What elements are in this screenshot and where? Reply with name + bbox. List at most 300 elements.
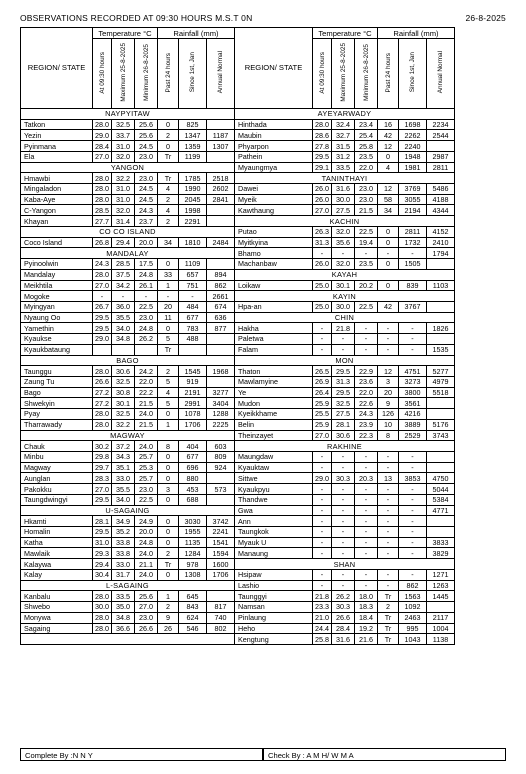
annual_normal-cell: 1187: [207, 130, 235, 141]
col-at0930-left: At 09:30 hours: [93, 39, 112, 109]
minimum-cell: -: [355, 569, 378, 580]
section-header-kayah: KAYAH: [235, 269, 455, 280]
page-header: [20, 13, 506, 25]
since_jan-cell: -: [399, 452, 427, 463]
annual_normal-cell: [207, 344, 235, 355]
station-cell: Chauk: [21, 441, 93, 452]
minimum-cell: 22.0: [135, 376, 158, 387]
maximum-cell: 30.6: [332, 430, 355, 441]
minimum-cell: 24.9: [135, 516, 158, 527]
since_jan-cell: 825: [179, 119, 207, 130]
since_jan-cell: 1706: [179, 419, 207, 430]
maximum-cell: 33.7: [112, 130, 135, 141]
at0930-cell: 26.4: [313, 387, 332, 398]
station-cell: Pakokku: [21, 484, 93, 495]
past24-cell: 1: [158, 591, 179, 602]
at0930-cell: 28.0: [93, 269, 112, 280]
minimum-cell: 24.5: [135, 184, 158, 195]
annual_normal-cell: 2811: [427, 162, 455, 173]
at0930-cell: 29.8: [93, 452, 112, 463]
minimum-cell: -: [355, 484, 378, 495]
past24-cell: -: [378, 484, 399, 495]
since_jan-cell: 657: [179, 269, 207, 280]
at0930-cell: 26.8: [93, 237, 112, 248]
past24-cell: 4: [158, 184, 179, 195]
station-cell: Machanbaw: [235, 259, 313, 270]
region-state-header-right: REGION/ STATE: [235, 28, 313, 109]
at0930-cell: 29.5: [313, 151, 332, 162]
since_jan-cell: 677: [179, 452, 207, 463]
past24-cell: 0: [158, 323, 179, 334]
past24-cell: Tr: [158, 173, 179, 184]
maximum-cell: 32.0: [112, 205, 135, 216]
maximum-cell: 33.0: [112, 473, 135, 484]
minimum-cell: 19.2: [355, 623, 378, 634]
station-cell: Bhamo: [235, 248, 313, 259]
table-row: [21, 248, 455, 259]
annual_normal-cell: 877: [207, 323, 235, 334]
station-cell: Kanbalu: [21, 591, 93, 602]
at0930-cell: 27.7: [93, 216, 112, 227]
station-cell: Tatkon: [21, 119, 93, 130]
past24-cell: 2: [378, 602, 399, 613]
past24-cell: 8: [378, 430, 399, 441]
maximum-cell: 32.5: [112, 376, 135, 387]
at0930-cell: [93, 344, 112, 355]
minimum-cell: 22.3: [355, 430, 378, 441]
table-row: [21, 376, 455, 387]
since_jan-cell: 1998: [179, 205, 207, 216]
at0930-cell: 29.5: [93, 323, 112, 334]
annual_normal-cell: [207, 119, 235, 130]
since_jan-cell: -: [399, 527, 427, 538]
since_jan-cell: 1109: [179, 259, 207, 270]
minimum-cell: 24.8: [135, 269, 158, 280]
station-cell: Monywa: [21, 612, 93, 623]
at0930-cell: 28.0: [93, 623, 112, 634]
minimum-cell: 21.5: [135, 398, 158, 409]
minimum-cell: 24.0: [135, 569, 158, 580]
past24-cell: 0: [158, 462, 179, 473]
col-annual-normal-left: Annual Normal: [207, 39, 235, 109]
past24-cell: 0: [378, 237, 399, 248]
minimum-cell: 23.5: [355, 151, 378, 162]
maximum-cell: 32.0: [332, 259, 355, 270]
col-since-jan-right: Since 1st, Jan: [399, 39, 427, 109]
table-row: [21, 452, 455, 463]
past24-cell: 5: [158, 376, 179, 387]
maximum-cell: -: [332, 537, 355, 548]
past24-cell: 20: [378, 387, 399, 398]
section-header-kachin: KACHIN: [235, 216, 455, 227]
annual_normal-cell: 2241: [207, 527, 235, 538]
annual_normal-cell: [427, 516, 455, 527]
since_jan-cell: 1990: [179, 184, 207, 195]
table-row: [21, 259, 455, 270]
maximum-cell: 36.0: [112, 301, 135, 312]
past24-cell: Tr: [158, 151, 179, 162]
station-cell: Shwekyin: [21, 398, 93, 409]
station-cell: Maungdaw: [235, 452, 313, 463]
since_jan-cell: 1199: [179, 151, 207, 162]
at0930-cell: 28.0: [313, 119, 332, 130]
at0930-cell: 21.0: [313, 612, 332, 623]
station-cell: Pyinmana: [21, 141, 93, 152]
station-cell: Coco Island: [21, 237, 93, 248]
since_jan-cell: 677: [179, 312, 207, 323]
table-row: [21, 216, 455, 227]
table-row: [21, 602, 455, 613]
since_jan-cell: 546: [179, 623, 207, 634]
table-row: [21, 387, 455, 398]
since_jan-cell: 880: [179, 473, 207, 484]
station-cell: Tharrawady: [21, 419, 93, 430]
at0930-cell: -: [313, 516, 332, 527]
table-row: [21, 527, 455, 538]
at0930-cell: -: [93, 291, 112, 302]
minimum-cell: -: [355, 248, 378, 259]
at0930-cell: -: [313, 569, 332, 580]
minimum-cell: 22.5: [355, 301, 378, 312]
since_jan-cell: 1948: [399, 151, 427, 162]
since_jan-cell: 1981: [399, 162, 427, 173]
maximum-cell: 32.0: [332, 226, 355, 237]
past24-cell: 4: [378, 162, 399, 173]
at0930-cell: 31.3: [313, 237, 332, 248]
table-row: [21, 548, 455, 559]
maximum-cell: 35.0: [112, 602, 135, 613]
annual_normal-cell: [427, 527, 455, 538]
table-row: [21, 430, 455, 441]
minimum-cell: 24.8: [135, 537, 158, 548]
since_jan-cell: 3767: [399, 301, 427, 312]
maximum-cell: 32.2: [112, 173, 135, 184]
at0930-cell: 28.0: [93, 612, 112, 623]
complete-by: Complete By :N N Y: [20, 748, 263, 761]
since_jan-cell: 696: [179, 462, 207, 473]
maximum-cell: 32.5: [332, 398, 355, 409]
since_jan-cell: -: [399, 344, 427, 355]
minimum-cell: 25.6: [135, 119, 158, 130]
table-row: [21, 623, 455, 634]
table-row: [21, 398, 455, 409]
since_jan-cell: 3769: [399, 184, 427, 195]
since_jan-cell: 1563: [399, 591, 427, 602]
table-row: [21, 162, 455, 173]
station-cell: Hsipaw: [235, 569, 313, 580]
col-past24-right: Past 24 hours: [378, 39, 399, 109]
past24-cell: 0: [158, 569, 179, 580]
since_jan-cell: 2262: [399, 130, 427, 141]
maximum-cell: -: [332, 344, 355, 355]
maximum-cell: 33.8: [112, 537, 135, 548]
temperature-header-right: Temperature °C: [313, 28, 378, 39]
maximum-cell: -: [332, 334, 355, 345]
minimum-cell: 23.0: [135, 484, 158, 495]
past24-cell: 9: [158, 612, 179, 623]
station-cell: Pinlaung: [235, 612, 313, 623]
since_jan-cell: 751: [179, 280, 207, 291]
station-cell: Mawlamyine: [235, 376, 313, 387]
table-row: [21, 591, 455, 602]
maximum-cell: 30.3: [332, 602, 355, 613]
past24-cell: 0: [158, 141, 179, 152]
station-cell: Putao: [235, 226, 313, 237]
past24-cell: -: [378, 516, 399, 527]
past24-cell: Tr: [378, 623, 399, 634]
rainfall-header-left: Rainfall (mm): [158, 28, 235, 39]
station-cell: Belin: [235, 419, 313, 430]
annual_normal-cell: 3404: [207, 398, 235, 409]
annual_normal-cell: [427, 409, 455, 420]
minimum-cell: -: [355, 527, 378, 538]
since_jan-cell: -: [399, 516, 427, 527]
at0930-cell: 26.3: [313, 226, 332, 237]
annual_normal-cell: [427, 398, 455, 409]
header-group-row: [21, 28, 455, 39]
annual_normal-cell: [427, 259, 455, 270]
station-cell: Heho: [235, 623, 313, 634]
station-cell: Zaung Tu: [21, 376, 93, 387]
at0930-cell: 26.5: [313, 366, 332, 377]
minimum-cell: 26.2: [135, 334, 158, 345]
past24-cell: 5: [158, 398, 179, 409]
annual_normal-cell: 4188: [427, 194, 455, 205]
minimum-cell: -: [355, 537, 378, 548]
past24-cell: 0: [158, 473, 179, 484]
maximum-cell: -: [332, 248, 355, 259]
station-cell: Theinzayet: [235, 430, 313, 441]
since_jan-cell: 2463: [399, 612, 427, 623]
since_jan-cell: 843: [179, 602, 207, 613]
at0930-cell: 25.5: [313, 409, 332, 420]
station-cell: Kyaukpyu: [235, 484, 313, 495]
since_jan-cell: 453: [179, 484, 207, 495]
at0930-cell: 28.5: [93, 205, 112, 216]
at0930-cell: 28.6: [313, 130, 332, 141]
station-cell: Pyay: [21, 409, 93, 420]
since_jan-cell: -: [399, 323, 427, 334]
maximum-cell: 32.7: [332, 130, 355, 141]
station-cell: Myaungmya: [235, 162, 313, 173]
since_jan-cell: [179, 344, 207, 355]
minimum-cell: 25.7: [135, 452, 158, 463]
past24-cell: 8: [158, 441, 179, 452]
annual_normal-cell: 2484: [207, 237, 235, 248]
maximum-cell: 31.0: [112, 141, 135, 152]
past24-cell: 2: [158, 602, 179, 613]
since_jan-cell: 3889: [399, 419, 427, 430]
past24-cell: -: [378, 494, 399, 505]
minimum-cell: -: [355, 580, 378, 591]
table-row: [21, 462, 455, 473]
since_jan-cell: 919: [179, 376, 207, 387]
since_jan-cell: -: [399, 569, 427, 580]
annual_normal-cell: 4771: [427, 505, 455, 516]
station-cell: Mawlaik: [21, 548, 93, 559]
past24-cell: -: [378, 505, 399, 516]
maximum-cell: 26.2: [332, 591, 355, 602]
table-row: [21, 226, 455, 237]
annual_normal-cell: 5044: [427, 484, 455, 495]
maximum-cell: 31.5: [332, 141, 355, 152]
since_jan-cell: 3561: [399, 398, 427, 409]
station-cell: Kawthaung: [235, 205, 313, 216]
table-row: [21, 151, 455, 162]
annual_normal-cell: [427, 452, 455, 463]
maximum-cell: 27.5: [332, 205, 355, 216]
station-cell: Mandalay: [21, 269, 93, 280]
station-cell: C-Yangon: [21, 205, 93, 216]
station-cell: Myitkyina: [235, 237, 313, 248]
past24-cell: 0: [158, 409, 179, 420]
since_jan-cell: 1732: [399, 237, 427, 248]
since_jan-cell: 995: [399, 623, 427, 634]
col-minimum-right: Minimum 26-8-2025: [355, 39, 378, 109]
annual_normal-cell: 2518: [207, 173, 235, 184]
past24-cell: 42: [378, 301, 399, 312]
past24-cell: -: [378, 569, 399, 580]
past24-cell: 2: [158, 366, 179, 377]
at0930-cell: 27.0: [93, 280, 112, 291]
table-row: [21, 280, 455, 291]
past24-cell: 0: [378, 280, 399, 291]
annual_normal-cell: 4750: [427, 473, 455, 484]
minimum-cell: 22.2: [135, 387, 158, 398]
at0930-cell: 29.0: [93, 130, 112, 141]
at0930-cell: -: [313, 334, 332, 345]
maximum-cell: 34.8: [112, 334, 135, 345]
annual_normal-cell: 1263: [427, 580, 455, 591]
at0930-cell: 30.4: [93, 569, 112, 580]
maximum-cell: -: [332, 527, 355, 538]
since_jan-cell: 688: [179, 494, 207, 505]
station-cell: Kengtung: [235, 634, 313, 645]
at0930-cell: 27.0: [313, 205, 332, 216]
maximum-cell: 33.8: [112, 548, 135, 559]
table-row: [21, 323, 455, 334]
annual_normal-cell: 3277: [207, 387, 235, 398]
maximum-cell: -: [332, 452, 355, 463]
maximum-cell: 33.0: [112, 559, 135, 570]
annual_normal-cell: 2410: [427, 237, 455, 248]
at0930-cell: 27.0: [93, 484, 112, 495]
since_jan-cell: 4216: [399, 409, 427, 420]
maximum-cell: 31.6: [332, 634, 355, 645]
station-cell: Kyeikkhame: [235, 409, 313, 420]
station-cell: Kaba-Aye: [21, 194, 93, 205]
at0930-cell: 29.5: [93, 494, 112, 505]
minimum-cell: 23.7: [135, 216, 158, 227]
maximum-cell: 35.2: [112, 527, 135, 538]
at0930-cell: 26.7: [93, 301, 112, 312]
annual_normal-cell: 636: [207, 312, 235, 323]
section-header-ayeyarwady: AYEYARWADY: [235, 109, 455, 120]
maximum-cell: 30.1: [332, 280, 355, 291]
annual_normal-cell: 802: [207, 623, 235, 634]
minimum-cell: 24.3: [135, 205, 158, 216]
maximum-cell: -: [332, 548, 355, 559]
past24-cell: 20: [158, 301, 179, 312]
at0930-cell: 25.8: [313, 634, 332, 645]
station-cell: Sittwe: [235, 473, 313, 484]
maximum-cell: 37.2: [112, 441, 135, 452]
at0930-cell: 25.9: [313, 419, 332, 430]
since_jan-cell: 3030: [179, 516, 207, 527]
station-cell: Minbu: [21, 452, 93, 463]
annual_normal-cell: 2841: [207, 194, 235, 205]
past24-cell: 33: [158, 269, 179, 280]
station-cell: Kyauktaw: [235, 462, 313, 473]
minimum-cell: -: [355, 548, 378, 559]
annual_normal-cell: [207, 205, 235, 216]
minimum-cell: -: [135, 291, 158, 302]
minimum-cell: 23.0: [135, 612, 158, 623]
annual_normal-cell: 2602: [207, 184, 235, 195]
table-row: [21, 494, 455, 505]
at0930-cell: 30.0: [93, 602, 112, 613]
maximum-cell: 35.5: [112, 312, 135, 323]
table-row: [21, 291, 455, 302]
table-body: [21, 109, 455, 645]
maximum-cell: 26.6: [332, 612, 355, 623]
past24-cell: -: [378, 580, 399, 591]
section-header-yangon: YANGON: [21, 162, 235, 173]
at0930-cell: 23.3: [313, 602, 332, 613]
annual_normal-cell: 924: [207, 462, 235, 473]
since_jan-cell: 3273: [399, 376, 427, 387]
annual_normal-cell: 4979: [427, 376, 455, 387]
annual_normal-cell: [207, 151, 235, 162]
past24-cell: -: [378, 323, 399, 334]
at0930-cell: 27.2: [93, 387, 112, 398]
since_jan-cell: -: [399, 548, 427, 559]
annual_normal-cell: 809: [207, 452, 235, 463]
since_jan-cell: 484: [179, 301, 207, 312]
maximum-cell: -: [332, 516, 355, 527]
past24-cell: 2: [158, 548, 179, 559]
section-header-naypyitaw: NAYPYITAW: [21, 109, 235, 120]
station-cell: Magway: [21, 462, 93, 473]
at0930-cell: -: [313, 505, 332, 516]
station-cell: Manaung: [235, 548, 313, 559]
annual_normal-cell: 5384: [427, 494, 455, 505]
minimum-cell: 27.0: [135, 602, 158, 613]
maximum-cell: 28.5: [112, 259, 135, 270]
minimum-cell: 24.2: [135, 366, 158, 377]
table-row: [21, 344, 455, 355]
station-cell: Aunglan: [21, 473, 93, 484]
minimum-cell: 22.6: [355, 398, 378, 409]
minimum-cell: 22.0: [355, 387, 378, 398]
minimum-cell: 18.0: [355, 591, 378, 602]
maximum-cell: -: [332, 494, 355, 505]
annual_normal-cell: [427, 462, 455, 473]
station-cell: Nyaung Oo: [21, 312, 93, 323]
annual_normal-cell: 1706: [207, 569, 235, 580]
table-row: [21, 173, 455, 184]
annual_normal-cell: 817: [207, 602, 235, 613]
section-header-chin: CHIN: [235, 312, 455, 323]
at0930-cell: 30.2: [93, 441, 112, 452]
past24-cell: 16: [378, 119, 399, 130]
past24-cell: -: [378, 462, 399, 473]
at0930-cell: 29.4: [93, 559, 112, 570]
past24-cell: 1: [158, 280, 179, 291]
past24-cell: -: [378, 344, 399, 355]
minimum-cell: 22.5: [355, 226, 378, 237]
at0930-cell: 26.0: [313, 184, 332, 195]
